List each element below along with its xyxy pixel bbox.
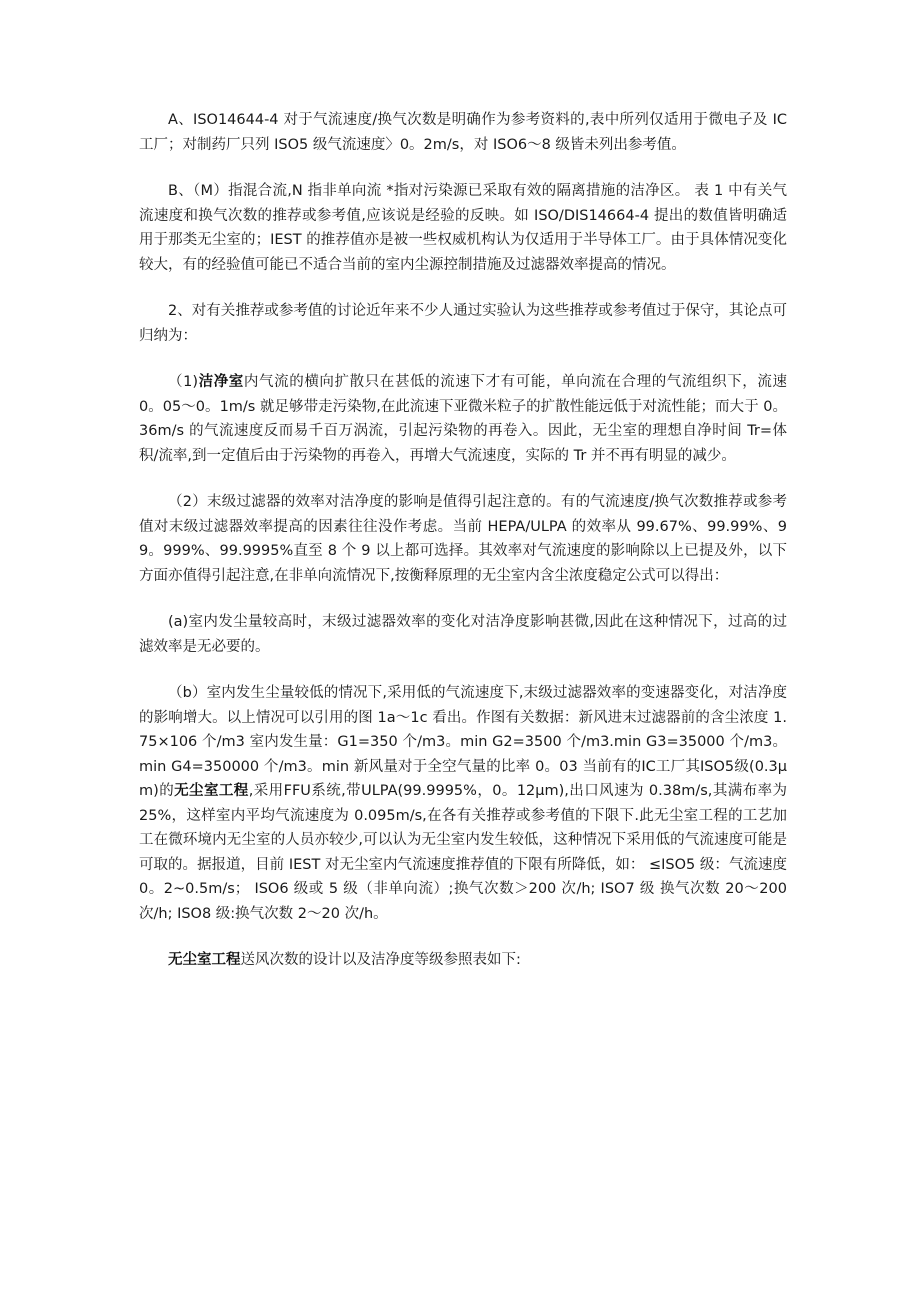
paragraph-1-airflow-diffusion (139, 370, 787, 468)
paragraph-text: 2、对有关推荐或参考值的讨论近年来不少人通过实验认为这些推荐或参考值过于保守，其论点可归纳为： (139, 303, 787, 344)
paragraph-text: （1) (168, 374, 198, 390)
paragraph-text: （2）末级过滤器的效率对洁净度的影响是值得引起注意的。有的气流速度/换气次数推荐或参考值对末级过滤器效率提高的因素往往没作考虑。当前 HEPA/ULPA 的效率从 99.67%、99.99%、99。999%、99.9995%直至 8 个 9 以上都可选择。其效率对气流速度的影响除以上已提及外，以下方面亦值得引起注意,在非单向流情况下,按衡释原理的无尘室内含尘浓度稳定公式可以得出： (139, 494, 787, 584)
bold-keyword-dustfree-engineering: 无尘室工程 (174, 783, 249, 799)
paragraph-a-iso14644 (139, 108, 787, 157)
bold-keyword-dustfree-engineering: 无尘室工程 (168, 952, 241, 968)
paragraph-text: ,采用FFU系统,带ULPA(99.9995%，0。12μm),出口风速为 0.38m/s,其满布率为 25%，这样室内平均气流速度为 0.095m/s,在各有关推荐或参考值的下限下.此无尘室工程的工艺加工在微环境内无尘室的人员亦较少,可以认为无尘室内发生较低，这种情况下采用低的气流速度可能是可取的。据报道，目前 IEST 对无尘室内气流速度推荐值的下限有所降低，如： ≤ISO5 级：气流速度 0。2~0.5m/s； ISO6 级或 5 级（非单向流）;换气次数＞200 次/h; ISO7 级 换气次数 20～200 次/h; ISO8 级:换气次数 2～20 次/h。 (139, 783, 787, 922)
paragraph-text: A、ISO14644-4 对于气流速度/换气次数是明确作为参考资料的,表中所列仅适用于微电子及 IC 工厂；对制药厂只列 ISO5 级气流速度〉0。2m/s，对 ISO6～8 级皆未列出参考值。 (139, 112, 787, 153)
paragraph-text: 送风次数的设计以及洁净度等级参照表如下: (240, 952, 521, 968)
paragraph-a-high-dust (139, 610, 787, 659)
paragraph-text: B、（M）指混合流,N 指非单向流 *指对污染源已采取有效的隔离措施的洁净区。 表 1 中有关气流速度和换气次数的推荐或参考值,应该说是经验的反映。如 ISO/DIS14664-4 提出的数值皆明确适用于那类无尘室的；IEST 的推荐值亦是被一些权威机构认为仅适用于半导体工厂。由于具体情况变化较大，有的经验值可能已不适合当前的室内尘源控制措施及过滤器效率提高的情况。 (139, 183, 787, 273)
paragraph-text: 内气流的横向扩散只在甚低的流速下才有可能，单向流在合理的气流组织下，流速 0。05～0。1m/s 就足够带走污染物,在此流速下亚微米粒子的扩散性能远低于对流性能；而大于 0。36m/s 的气流速度反而易千百万涡流，引起污染物的再卷入。因此，无尘室的理想自净时间 Tr=体积/流率,到一定值后由于污染物的再卷入，再增大气流速度，实际的 Tr 并不再有明显的减少。 (139, 374, 788, 464)
paragraph-table-intro (139, 948, 787, 973)
paragraph-2-discussion (139, 299, 787, 348)
paragraph-2-filter-efficiency (139, 490, 787, 588)
paragraph-text: (a)室内发尘量较高时，末级过滤器效率的变化对洁净度影响甚微,因此在这种情况下，过高的过滤效率是无必要的。 (139, 614, 787, 655)
document-body (139, 108, 787, 995)
paragraph-b-low-dust (139, 681, 787, 926)
paragraph-b-flow-types (139, 179, 787, 277)
paragraph-text: （b）室内发生尘量较低的情况下,采用低的气流速度下,末级过滤器效率的变速器变化，对洁净度的影响增大。以上情况可以引用的图 1a～1c 看出。作图有关数据：新风进末过滤器前的含尘浓度 1.75×106 个/m3 室内发生量：G1=350 个/m3。min G2=3500 个/m3.min G3=35000 个/m3。min G4=350000 个/m3。min 新风量对于全空气量的比率 0。03 当前有的IC工厂其ISO5级(0.3μm)的 (139, 685, 787, 799)
bold-keyword-cleanroom: 洁净室 (198, 374, 244, 390)
